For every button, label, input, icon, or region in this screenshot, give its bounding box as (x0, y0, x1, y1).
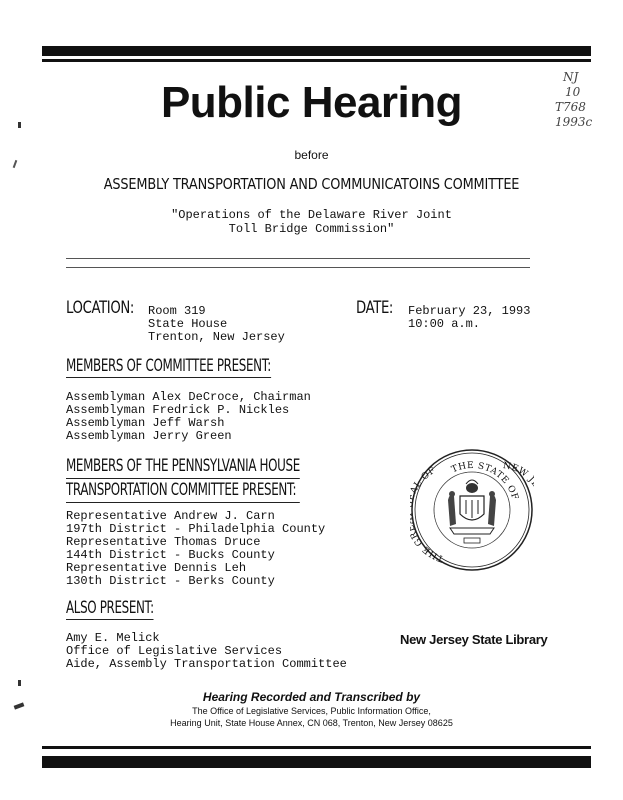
handwritten-line-3: T768 (555, 100, 586, 114)
date-details (408, 305, 530, 331)
nj-member-4: Assemblyman Jerry Green (66, 429, 232, 443)
recorded-by-heading: Hearing Recorded and Transcribed by (202, 690, 421, 704)
nj-member-2: Assemblyman Fredrick P. Nickles (66, 403, 290, 417)
state-seal-icon (410, 448, 534, 572)
bottom-rule-thin (42, 746, 591, 749)
pa-member-line-5: Representative Dennis Leh (66, 561, 247, 575)
seal-top-text: THE STATE OF (450, 460, 520, 502)
nj-member-3: Assemblyman Jeff Warsh (66, 416, 225, 430)
location-line-1: Room 319 (148, 304, 206, 318)
nj-members-list (66, 391, 311, 443)
pa-member-line-3: Representative Thomas Druce (66, 535, 261, 549)
handwritten-line-4: 1993c (555, 115, 593, 129)
handwritten-line-1: NJ (563, 70, 579, 84)
nj-member-1: Assemblyman Alex DeCroce, Chairman (66, 390, 311, 404)
also-present-heading: ALSO PRESENT: (66, 598, 154, 618)
separator-line-2 (66, 267, 530, 268)
date-label: DATE: (356, 298, 394, 318)
pa-member-line-2: 197th District - Philadelphia County (66, 522, 326, 536)
before-label: before (294, 148, 329, 162)
pa-member-line-1: Representative Andrew J. Carn (66, 509, 275, 523)
pa-member-line-6: 130th District - Berks County (66, 574, 275, 588)
library-stamp: New Jersey State Library (400, 632, 548, 647)
office-info (0, 705, 623, 729)
location-line-2: State House (148, 317, 228, 331)
top-rule-thick (42, 46, 591, 56)
seal-right-text: NEW (502, 460, 530, 480)
hearing-subject-line-1: "Operations of the Delaware River Joint (171, 208, 452, 222)
office-line-1: The Office of Legislative Services, Public Information Office, (192, 706, 431, 716)
pa-member-line-4: 144th District - Bucks County (66, 548, 275, 562)
also-present-list (66, 632, 347, 671)
location-line-3: Trenton, New Jersey (148, 330, 285, 344)
also-present-line-1: Amy E. Melick (66, 631, 160, 645)
handwritten-line-2: 10 (565, 85, 581, 99)
committee-name: ASSEMBLY TRANSPORTATION AND COMMUNICATOINS COMMITTEE (103, 175, 520, 193)
pa-members-list (66, 510, 325, 588)
pa-members-heading-line-2: TRANSPORTATION COMMITTEE PRESENT: (66, 479, 300, 503)
state-seal (410, 448, 534, 572)
pa-members-heading-line-1: MEMBERS OF THE PENNSYLVANIA HOUSE (66, 455, 300, 479)
separator-line-1 (66, 258, 530, 259)
pa-members-heading (66, 455, 300, 503)
location-label: LOCATION: (66, 298, 134, 318)
hearing-subject-line-2: Toll Bridge Commission" (228, 222, 395, 236)
date-line-1: February 23, 1993 (408, 304, 531, 318)
location-details (148, 305, 285, 344)
also-present-line-3: Aide, Assembly Transportation Committee (66, 657, 347, 671)
bottom-rule-thick (42, 756, 591, 768)
date-line-2: 10:00 a.m. (408, 317, 481, 331)
office-line-2: Hearing Unit, State House Annex, CN 068, Trenton, New Jersey 08625 (170, 718, 453, 728)
scan-mark-1 (18, 122, 21, 128)
seal-left-text: THE G AL OF (410, 465, 446, 564)
also-present-line-2: Office of Legislative Services (66, 644, 283, 658)
page-title: Public Hearing (160, 78, 463, 127)
top-rule-thin (42, 59, 591, 62)
nj-members-heading: MEMBERS OF COMMITTEE PRESENT: (66, 356, 271, 376)
hearing-subject (0, 208, 623, 236)
scan-mark-3 (18, 680, 21, 686)
